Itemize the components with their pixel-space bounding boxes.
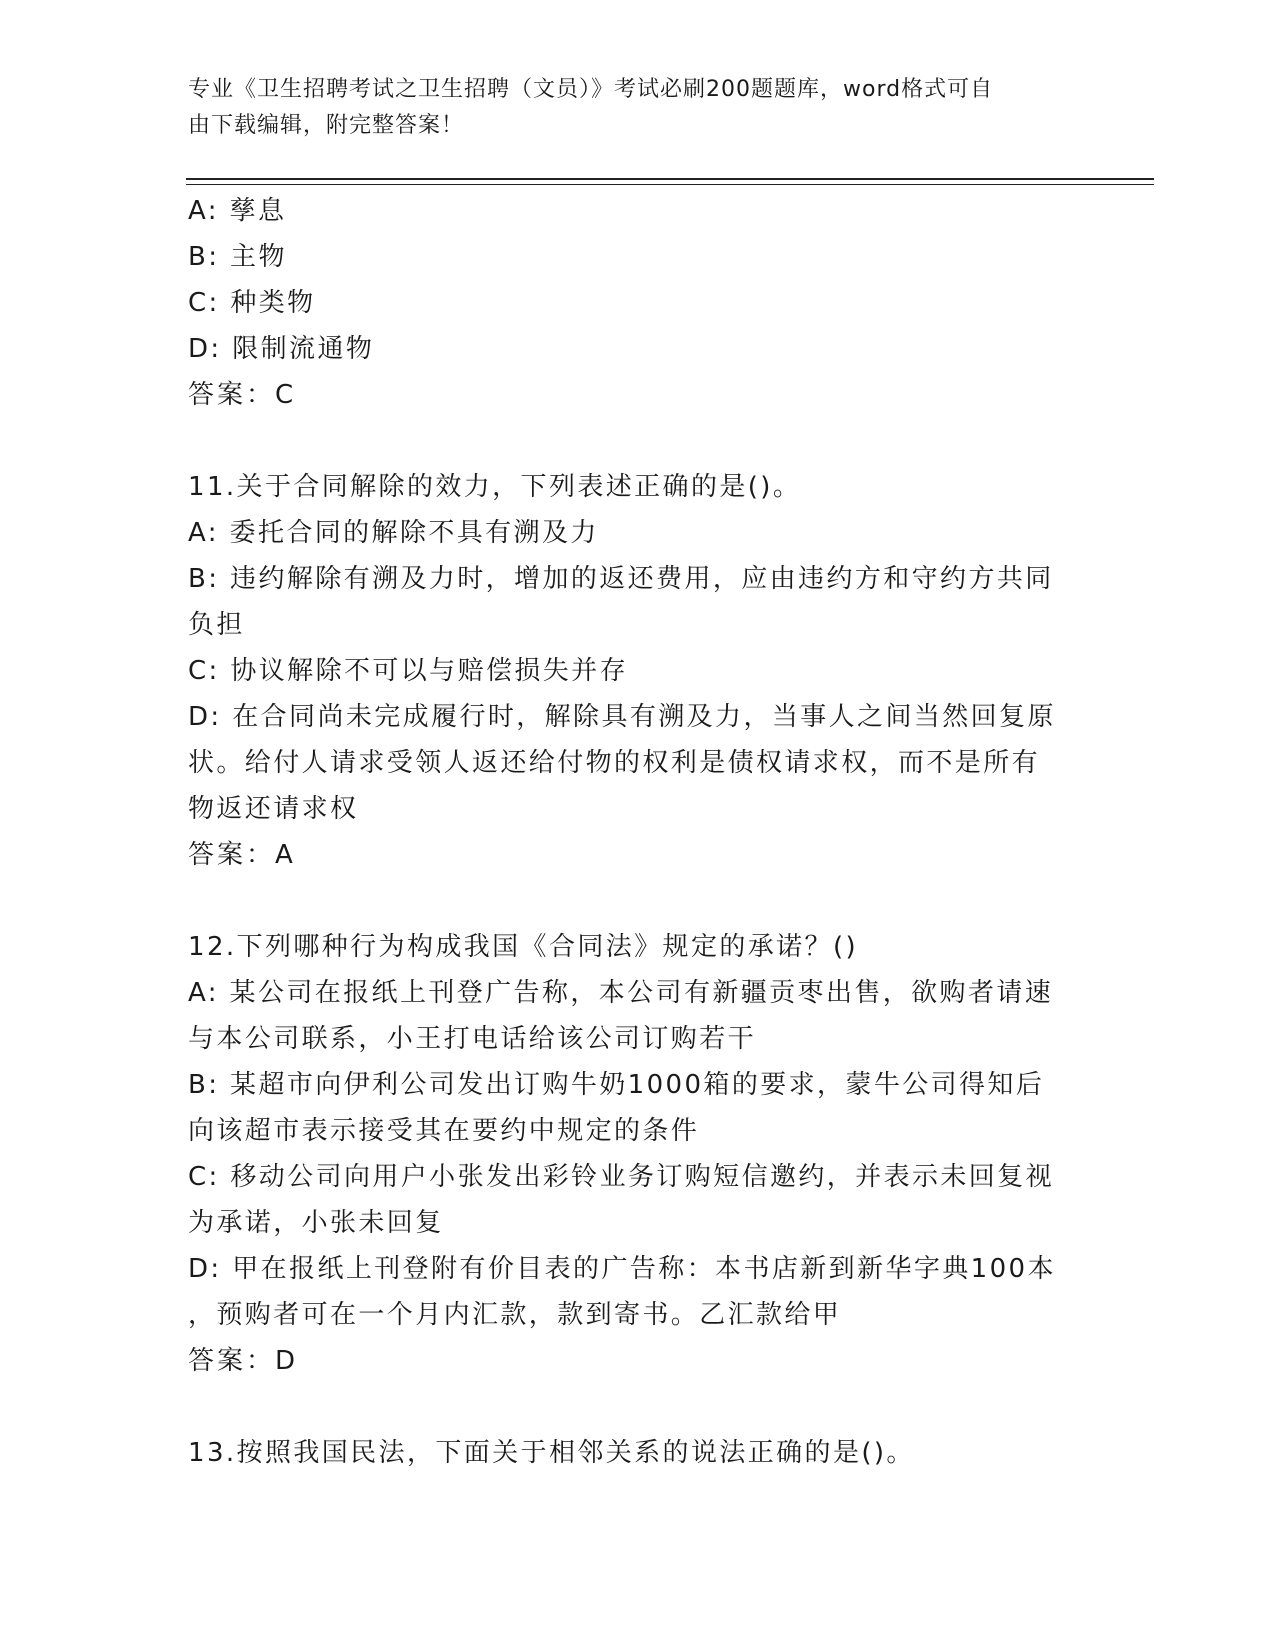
- header-divider-thin: [186, 184, 1154, 185]
- spacer: [188, 878, 1088, 924]
- question-12: [188, 924, 1088, 1384]
- option-c: C: 种类物: [188, 288, 316, 318]
- option-line: A: 委托合同的解除不具有溯及力: [188, 518, 599, 548]
- previous-question: [188, 188, 1088, 418]
- option-line: 负担: [188, 610, 245, 640]
- option-line: 向该超市表示接受其在要约中规定的条件: [188, 1116, 700, 1146]
- header-line-1: 专业《卫生招聘考试之卫生招聘（文员）》考试必刷200题题库，word格式可自: [188, 77, 994, 102]
- option-line: B: 违约解除有溯及力时，增加的返还费用，应由违约方和守约方共同: [188, 564, 1054, 594]
- question-stem: 11.关于合同解除的效力，下列表述正确的是()。: [188, 472, 802, 502]
- option-line: D: 在合同尚未完成履行时，解除具有溯及力，当事人之间当然回复原: [188, 702, 1056, 732]
- document-header: [188, 72, 1088, 144]
- question-13: [188, 1430, 1088, 1476]
- option-a: A: 孳息: [188, 196, 287, 226]
- option-b: B: 主物: [188, 242, 287, 272]
- header-divider-thick: [186, 178, 1154, 180]
- spacer: [188, 1384, 1088, 1430]
- spacer: [188, 418, 1088, 464]
- option-d: D: 限制流通物: [188, 334, 375, 364]
- answer-line: 答案：C: [188, 380, 297, 410]
- answer-line: 答案：D: [188, 1346, 299, 1376]
- question-stem: 13.按照我国民法，下面关于相邻关系的说法正确的是()。: [188, 1438, 915, 1468]
- option-line: 物返还请求权: [188, 794, 359, 824]
- option-line: ，预购者可在一个月内汇款，款到寄书。乙汇款给甲: [188, 1300, 842, 1330]
- header-line-2: 由下载编辑，附完整答案！: [188, 113, 465, 138]
- option-line: 为承诺，小张未回复: [188, 1208, 444, 1238]
- option-line: C: 移动公司向用户小张发出彩铃业务订购短信邀约，并表示未回复视: [188, 1162, 1054, 1192]
- question-11: [188, 464, 1088, 878]
- option-line: A: 某公司在报纸上刊登广告称，本公司有新疆贡枣出售，欲购者请速: [188, 978, 1054, 1008]
- option-line: B: 某超市向伊利公司发出订购牛奶1000箱的要求，蒙牛公司得知后: [188, 1070, 1045, 1100]
- option-line: 状。给付人请求受领人返还给付物的权利是债权请求权，而不是所有: [188, 748, 1041, 778]
- option-line: 与本公司联系，小王打电话给该公司订购若干: [188, 1024, 757, 1054]
- answer-line: 答案：A: [188, 840, 296, 870]
- question-stem: 12.下列哪种行为构成我国《合同法》规定的承诺？(): [188, 932, 859, 962]
- question-content: [188, 188, 1088, 1476]
- option-line: C: 协议解除不可以与赔偿损失并存: [188, 656, 628, 686]
- option-line: D: 甲在报纸上刊登附有价目表的广告称：本书店新到新华字典100本: [188, 1254, 1056, 1284]
